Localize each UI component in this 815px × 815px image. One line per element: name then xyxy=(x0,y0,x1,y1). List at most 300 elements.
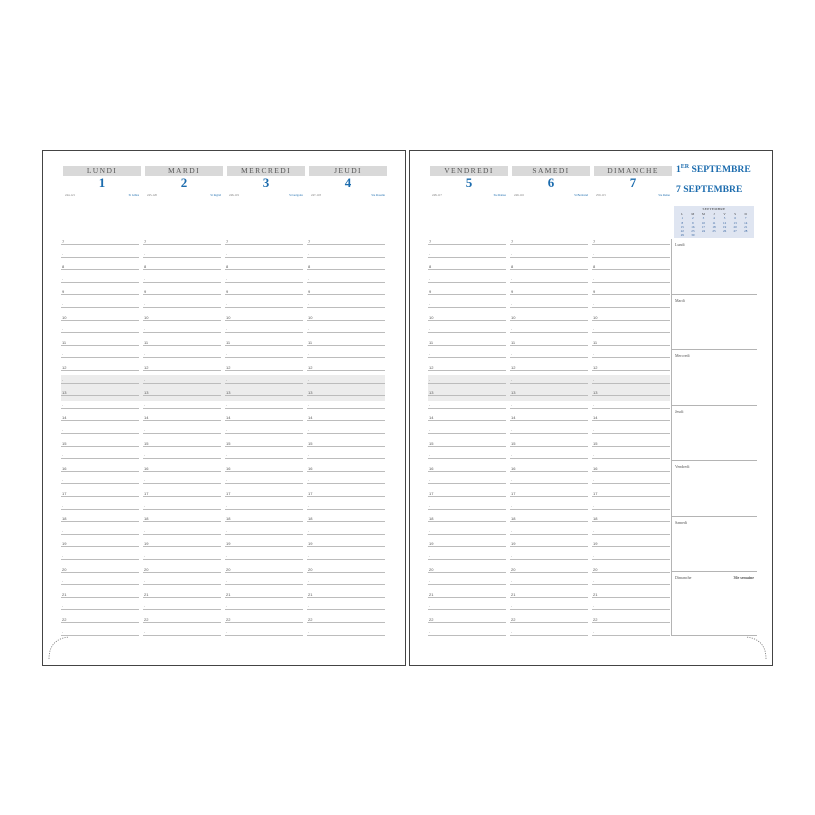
write-line xyxy=(428,370,506,371)
write-line xyxy=(510,622,588,623)
write-line xyxy=(143,446,221,447)
write-line xyxy=(307,546,385,547)
write-line xyxy=(592,257,670,258)
hour-label: 15 xyxy=(429,440,434,446)
mini-calendar-day: 19 xyxy=(722,224,727,229)
write-line xyxy=(225,420,303,421)
write-line xyxy=(307,597,385,598)
hour-label: 15 xyxy=(308,440,313,446)
write-line xyxy=(307,471,385,472)
write-line xyxy=(307,521,385,522)
note-box-jeudi[interactable] xyxy=(671,406,757,462)
half-hour-mark: · xyxy=(308,276,310,282)
half-hour-mark: · xyxy=(144,428,146,433)
write-line xyxy=(307,332,385,333)
write-line xyxy=(510,244,588,245)
day-meta xyxy=(227,193,305,197)
saint-name: Ste Raïssa xyxy=(493,193,506,197)
half-hour-mark: · xyxy=(62,428,64,433)
write-line xyxy=(225,559,303,560)
hour-label: 14 xyxy=(429,415,434,421)
hour-label: 11 xyxy=(226,339,231,345)
hour-label: 13 xyxy=(308,390,313,396)
hour-label: 21 xyxy=(308,591,313,597)
hour-label: 17 xyxy=(226,491,231,496)
write-line xyxy=(143,395,221,396)
write-line xyxy=(592,509,670,510)
day-of-year: 249-116 xyxy=(514,193,524,197)
page-corner-curve-icon xyxy=(742,635,768,661)
half-hour-mark: · xyxy=(593,402,595,408)
day-header-samedi xyxy=(512,166,590,197)
write-line xyxy=(592,483,670,484)
week-range-start: 1ER SEPTEMBRE xyxy=(676,164,751,176)
write-line xyxy=(592,345,670,346)
write-line xyxy=(592,244,670,245)
hour-label: 22 xyxy=(511,617,516,622)
hour-label: 13 xyxy=(511,390,516,396)
mini-calendar-day: 6 xyxy=(734,216,736,221)
half-hour-mark: · xyxy=(308,528,310,534)
write-line xyxy=(307,320,385,321)
write-line xyxy=(592,546,670,547)
write-line xyxy=(510,408,588,409)
day-header-jeudi xyxy=(309,166,387,197)
write-line xyxy=(143,584,221,585)
saint-name: St Ingrid xyxy=(210,193,221,197)
hour-label: 16 xyxy=(308,465,313,471)
half-hour-mark: · xyxy=(226,528,228,534)
hour-label: 13 xyxy=(144,390,149,396)
write-line xyxy=(61,559,139,560)
hour-label: 22 xyxy=(144,617,149,622)
write-line xyxy=(225,458,303,459)
write-line xyxy=(143,509,221,510)
write-line xyxy=(225,320,303,321)
hour-label: 18 xyxy=(429,516,434,522)
mini-calendar-day: 21 xyxy=(744,224,748,229)
hour-label: 15 xyxy=(511,440,516,446)
note-box-label: Jeudi xyxy=(675,408,684,414)
write-line xyxy=(592,294,670,295)
write-line xyxy=(225,584,303,585)
hour-label: 9 xyxy=(511,289,514,295)
hour-label: 16 xyxy=(144,465,149,471)
write-line xyxy=(307,458,385,459)
day-of-year: 247-118 xyxy=(311,193,321,197)
half-hour-mark: · xyxy=(226,352,228,358)
hour-label: 9 xyxy=(62,289,65,295)
half-hour-mark: · xyxy=(429,554,431,559)
hour-label: 9 xyxy=(429,289,432,295)
write-line xyxy=(61,483,139,484)
note-box-label: Mardi xyxy=(675,297,685,303)
write-line xyxy=(225,269,303,270)
write-line xyxy=(225,408,303,409)
hour-label: 22 xyxy=(226,617,231,622)
half-hour-mark: · xyxy=(308,604,310,610)
hour-label: 8 xyxy=(62,264,65,270)
mini-calendar-day: 12 xyxy=(722,220,727,225)
write-line xyxy=(428,332,506,333)
half-hour-mark: · xyxy=(593,453,595,459)
day-header-mardi xyxy=(145,166,223,197)
write-line xyxy=(428,420,506,421)
write-line xyxy=(307,559,385,560)
write-line xyxy=(143,559,221,560)
hour-label: 17 xyxy=(62,491,67,496)
write-line xyxy=(143,622,221,623)
page-corner-curve-icon xyxy=(47,635,73,661)
half-hour-mark: · xyxy=(308,352,310,358)
mini-calendar-weekday: V xyxy=(723,212,726,216)
half-hour-mark: · xyxy=(308,503,310,509)
write-line xyxy=(428,345,506,346)
write-line xyxy=(225,257,303,258)
write-line xyxy=(307,408,385,409)
hour-label: 13 xyxy=(593,390,598,396)
mini-calendar-weekday: J xyxy=(713,212,715,216)
hour-label: 7 xyxy=(429,239,432,244)
hour-label: 13 xyxy=(429,390,434,396)
saint-name: St Grégoire xyxy=(289,193,303,197)
hour-label: 14 xyxy=(62,415,67,421)
half-hour-mark: · xyxy=(62,402,64,408)
write-line xyxy=(510,559,588,560)
write-line xyxy=(143,471,221,472)
lunch-band xyxy=(61,375,385,401)
hour-label: 13 xyxy=(62,390,67,396)
mini-calendar-day: 1 xyxy=(681,216,684,221)
write-line xyxy=(592,584,670,585)
write-line xyxy=(510,282,588,283)
hour-label: 12 xyxy=(308,365,313,370)
day-number: 3 xyxy=(262,175,270,190)
write-line xyxy=(428,433,506,434)
mini-calendar-day: 22 xyxy=(680,229,684,234)
write-line xyxy=(428,483,506,484)
note-box-mercredi[interactable] xyxy=(671,350,757,406)
write-line xyxy=(143,408,221,409)
hour-label: 9 xyxy=(308,289,311,295)
write-line xyxy=(510,609,588,610)
write-line xyxy=(307,345,385,346)
note-box-label: Lundi xyxy=(675,242,685,247)
mini-calendar-weekday: S xyxy=(734,212,737,216)
half-hour-mark: · xyxy=(429,629,431,635)
half-hour-mark: · xyxy=(429,327,431,333)
half-hour-mark: · xyxy=(511,428,513,433)
half-hour-mark: · xyxy=(62,377,64,383)
half-hour-mark: · xyxy=(511,604,513,610)
mini-calendar-weekday: M xyxy=(702,212,705,216)
week-number: 36e semaine xyxy=(733,575,754,580)
write-line xyxy=(592,609,670,610)
half-hour-mark: · xyxy=(429,503,431,509)
write-line xyxy=(225,622,303,623)
mini-calendar-weekday: L xyxy=(681,212,684,216)
half-hour-mark: · xyxy=(144,629,146,635)
write-line xyxy=(61,534,139,535)
write-line xyxy=(307,282,385,283)
write-line xyxy=(61,269,139,270)
write-line xyxy=(143,357,221,358)
hour-label: 12 xyxy=(429,365,434,370)
write-line xyxy=(61,282,139,283)
write-line xyxy=(307,446,385,447)
write-line xyxy=(143,458,221,459)
half-hour-mark: · xyxy=(511,453,513,459)
note-box-mardi[interactable] xyxy=(671,295,757,351)
write-line xyxy=(143,294,221,295)
write-line xyxy=(592,395,670,396)
mini-calendar-day: 17 xyxy=(701,224,706,229)
half-hour-mark: · xyxy=(308,428,310,433)
write-line xyxy=(61,395,139,396)
day-name: JEUDI xyxy=(309,166,387,176)
write-line xyxy=(61,572,139,573)
hour-label: 11 xyxy=(62,339,67,345)
mini-calendar-day: 23 xyxy=(691,229,695,234)
write-line xyxy=(592,471,670,472)
write-line xyxy=(225,433,303,434)
write-line xyxy=(61,420,139,421)
note-box-vendredi[interactable] xyxy=(671,461,757,517)
half-hour-mark: · xyxy=(144,453,146,459)
half-hour-mark: · xyxy=(308,478,310,484)
hour-label: 10 xyxy=(511,314,516,320)
half-hour-mark: · xyxy=(308,402,310,408)
write-line xyxy=(428,546,506,547)
day-meta xyxy=(594,193,672,197)
write-line xyxy=(307,534,385,535)
hour-label: 18 xyxy=(593,516,598,522)
write-line xyxy=(428,622,506,623)
write-line xyxy=(510,269,588,270)
half-hour-mark: · xyxy=(308,453,310,459)
hour-label: 19 xyxy=(308,541,313,547)
half-hour-mark: · xyxy=(62,478,64,484)
left-page xyxy=(42,150,406,666)
write-line xyxy=(428,244,506,245)
note-box-dimanche[interactable] xyxy=(671,572,757,636)
hour-label: 8 xyxy=(144,264,147,270)
write-line xyxy=(143,383,221,384)
hour-label: 8 xyxy=(429,264,432,270)
hour-label: 20 xyxy=(226,566,231,572)
write-line xyxy=(510,383,588,384)
half-hour-mark: · xyxy=(593,554,595,559)
write-line xyxy=(307,509,385,510)
write-line xyxy=(143,320,221,321)
write-line xyxy=(143,483,221,484)
write-line xyxy=(61,509,139,510)
hour-label: 17 xyxy=(593,491,598,496)
write-line xyxy=(592,282,670,283)
day-meta xyxy=(512,193,590,197)
hour-label: 7 xyxy=(226,239,229,244)
half-hour-mark: · xyxy=(308,251,310,257)
note-box-label: Dimanche xyxy=(675,575,692,580)
half-hour-mark: · xyxy=(226,478,228,484)
hour-label: 14 xyxy=(511,415,516,421)
write-line xyxy=(307,622,385,623)
half-hour-mark: · xyxy=(511,629,513,635)
hour-label: 16 xyxy=(429,465,434,471)
half-hour-mark: · xyxy=(62,327,64,333)
write-line xyxy=(61,458,139,459)
write-line xyxy=(61,332,139,333)
day-of-year: 248-117 xyxy=(432,193,442,197)
mini-calendar-day: 15 xyxy=(680,224,684,229)
hour-label: 11 xyxy=(593,339,598,345)
write-line xyxy=(592,559,670,560)
half-hour-mark: · xyxy=(593,276,595,282)
write-line xyxy=(428,269,506,270)
mini-calendar-day: 13 xyxy=(733,220,737,225)
write-line xyxy=(143,635,221,636)
half-hour-mark: · xyxy=(429,352,431,358)
half-hour-mark: · xyxy=(593,579,595,585)
hour-label: 11 xyxy=(429,339,434,345)
write-line xyxy=(428,496,506,497)
write-line xyxy=(307,244,385,245)
write-line xyxy=(307,635,385,636)
write-line xyxy=(510,446,588,447)
half-hour-mark: · xyxy=(593,629,595,635)
write-line xyxy=(307,483,385,484)
half-hour-mark: · xyxy=(511,579,513,585)
note-box-samedi[interactable] xyxy=(671,517,757,573)
half-hour-mark: · xyxy=(226,629,228,635)
half-hour-mark: · xyxy=(429,579,431,585)
week-range-end: 7 SEPTEMBRE xyxy=(676,184,743,195)
write-line xyxy=(428,584,506,585)
write-line xyxy=(143,433,221,434)
day-name: DIMANCHE xyxy=(594,166,672,176)
hour-label: 16 xyxy=(593,465,598,471)
write-line xyxy=(428,257,506,258)
half-hour-mark: · xyxy=(593,478,595,484)
mini-calendar-day: 30 xyxy=(691,233,695,238)
hour-label: 8 xyxy=(308,264,311,270)
hour-label: 19 xyxy=(593,541,598,547)
write-line xyxy=(592,446,670,447)
mini-calendar-day: 20 xyxy=(733,224,737,229)
write-line xyxy=(61,320,139,321)
write-line xyxy=(510,546,588,547)
hour-label: 18 xyxy=(308,516,313,522)
write-line xyxy=(307,383,385,384)
half-hour-mark: · xyxy=(226,428,228,433)
write-line xyxy=(510,509,588,510)
half-hour-mark: · xyxy=(511,402,513,408)
hour-label: 21 xyxy=(226,591,231,597)
day-name: MARDI xyxy=(145,166,223,176)
write-line xyxy=(307,433,385,434)
day-of-year: 246-119 xyxy=(229,193,239,197)
day-number: 4 xyxy=(344,175,352,190)
write-line xyxy=(510,433,588,434)
hour-label: 14 xyxy=(226,415,231,421)
day-name: VENDREDI xyxy=(430,166,508,176)
hour-label: 22 xyxy=(593,617,598,622)
write-line xyxy=(307,395,385,396)
write-line xyxy=(428,383,506,384)
half-hour-mark: · xyxy=(144,251,146,257)
hour-label: 18 xyxy=(511,516,516,522)
write-line xyxy=(510,320,588,321)
write-line xyxy=(225,635,303,636)
hour-label: 16 xyxy=(62,465,67,471)
mini-calendar-day: 16 xyxy=(691,224,695,229)
write-line xyxy=(428,509,506,510)
hour-label: 11 xyxy=(308,339,313,345)
write-line xyxy=(510,471,588,472)
write-line xyxy=(143,420,221,421)
half-hour-mark: · xyxy=(511,251,513,257)
half-hour-mark: · xyxy=(308,554,310,559)
write-line xyxy=(61,597,139,598)
day-name: LUNDI xyxy=(63,166,141,176)
write-line xyxy=(510,496,588,497)
write-line xyxy=(61,307,139,308)
half-hour-mark: · xyxy=(511,327,513,333)
write-line xyxy=(510,572,588,573)
half-hour-mark: · xyxy=(511,478,513,484)
hour-label: 21 xyxy=(62,591,67,597)
hour-label: 10 xyxy=(62,314,67,320)
mini-calendar-day: 25 xyxy=(712,229,716,234)
hour-label: 18 xyxy=(226,516,231,522)
mini-calendar-day: 14 xyxy=(744,220,748,225)
write-line xyxy=(225,332,303,333)
note-box-lundi[interactable] xyxy=(671,239,757,295)
write-line xyxy=(428,307,506,308)
write-line xyxy=(143,609,221,610)
hour-label: 8 xyxy=(226,264,229,270)
half-hour-mark: · xyxy=(226,604,228,610)
half-hour-mark: · xyxy=(226,377,228,383)
hour-label: 20 xyxy=(511,566,516,572)
mini-calendar-day: 4 xyxy=(713,216,715,221)
write-line xyxy=(225,471,303,472)
hour-label: 19 xyxy=(144,541,149,547)
hour-label: 19 xyxy=(226,541,231,547)
write-line xyxy=(510,584,588,585)
write-line xyxy=(592,420,670,421)
hour-label: 12 xyxy=(511,365,516,370)
half-hour-mark: · xyxy=(429,276,431,282)
hour-label: 10 xyxy=(593,314,598,320)
write-line xyxy=(225,572,303,573)
half-hour-mark: · xyxy=(226,302,228,307)
hour-label: 19 xyxy=(511,541,516,547)
write-line xyxy=(428,572,506,573)
day-number: 7 xyxy=(629,175,637,190)
write-line xyxy=(592,622,670,623)
write-line xyxy=(61,584,139,585)
note-box-label: Mercredi xyxy=(675,353,690,358)
day-number: 2 xyxy=(180,175,188,190)
write-line xyxy=(61,257,139,258)
saint-name: St Gilles xyxy=(128,193,139,197)
write-line xyxy=(61,357,139,358)
write-line xyxy=(428,534,506,535)
half-hour-mark: · xyxy=(226,251,228,257)
day-meta xyxy=(145,193,223,197)
write-line xyxy=(592,332,670,333)
